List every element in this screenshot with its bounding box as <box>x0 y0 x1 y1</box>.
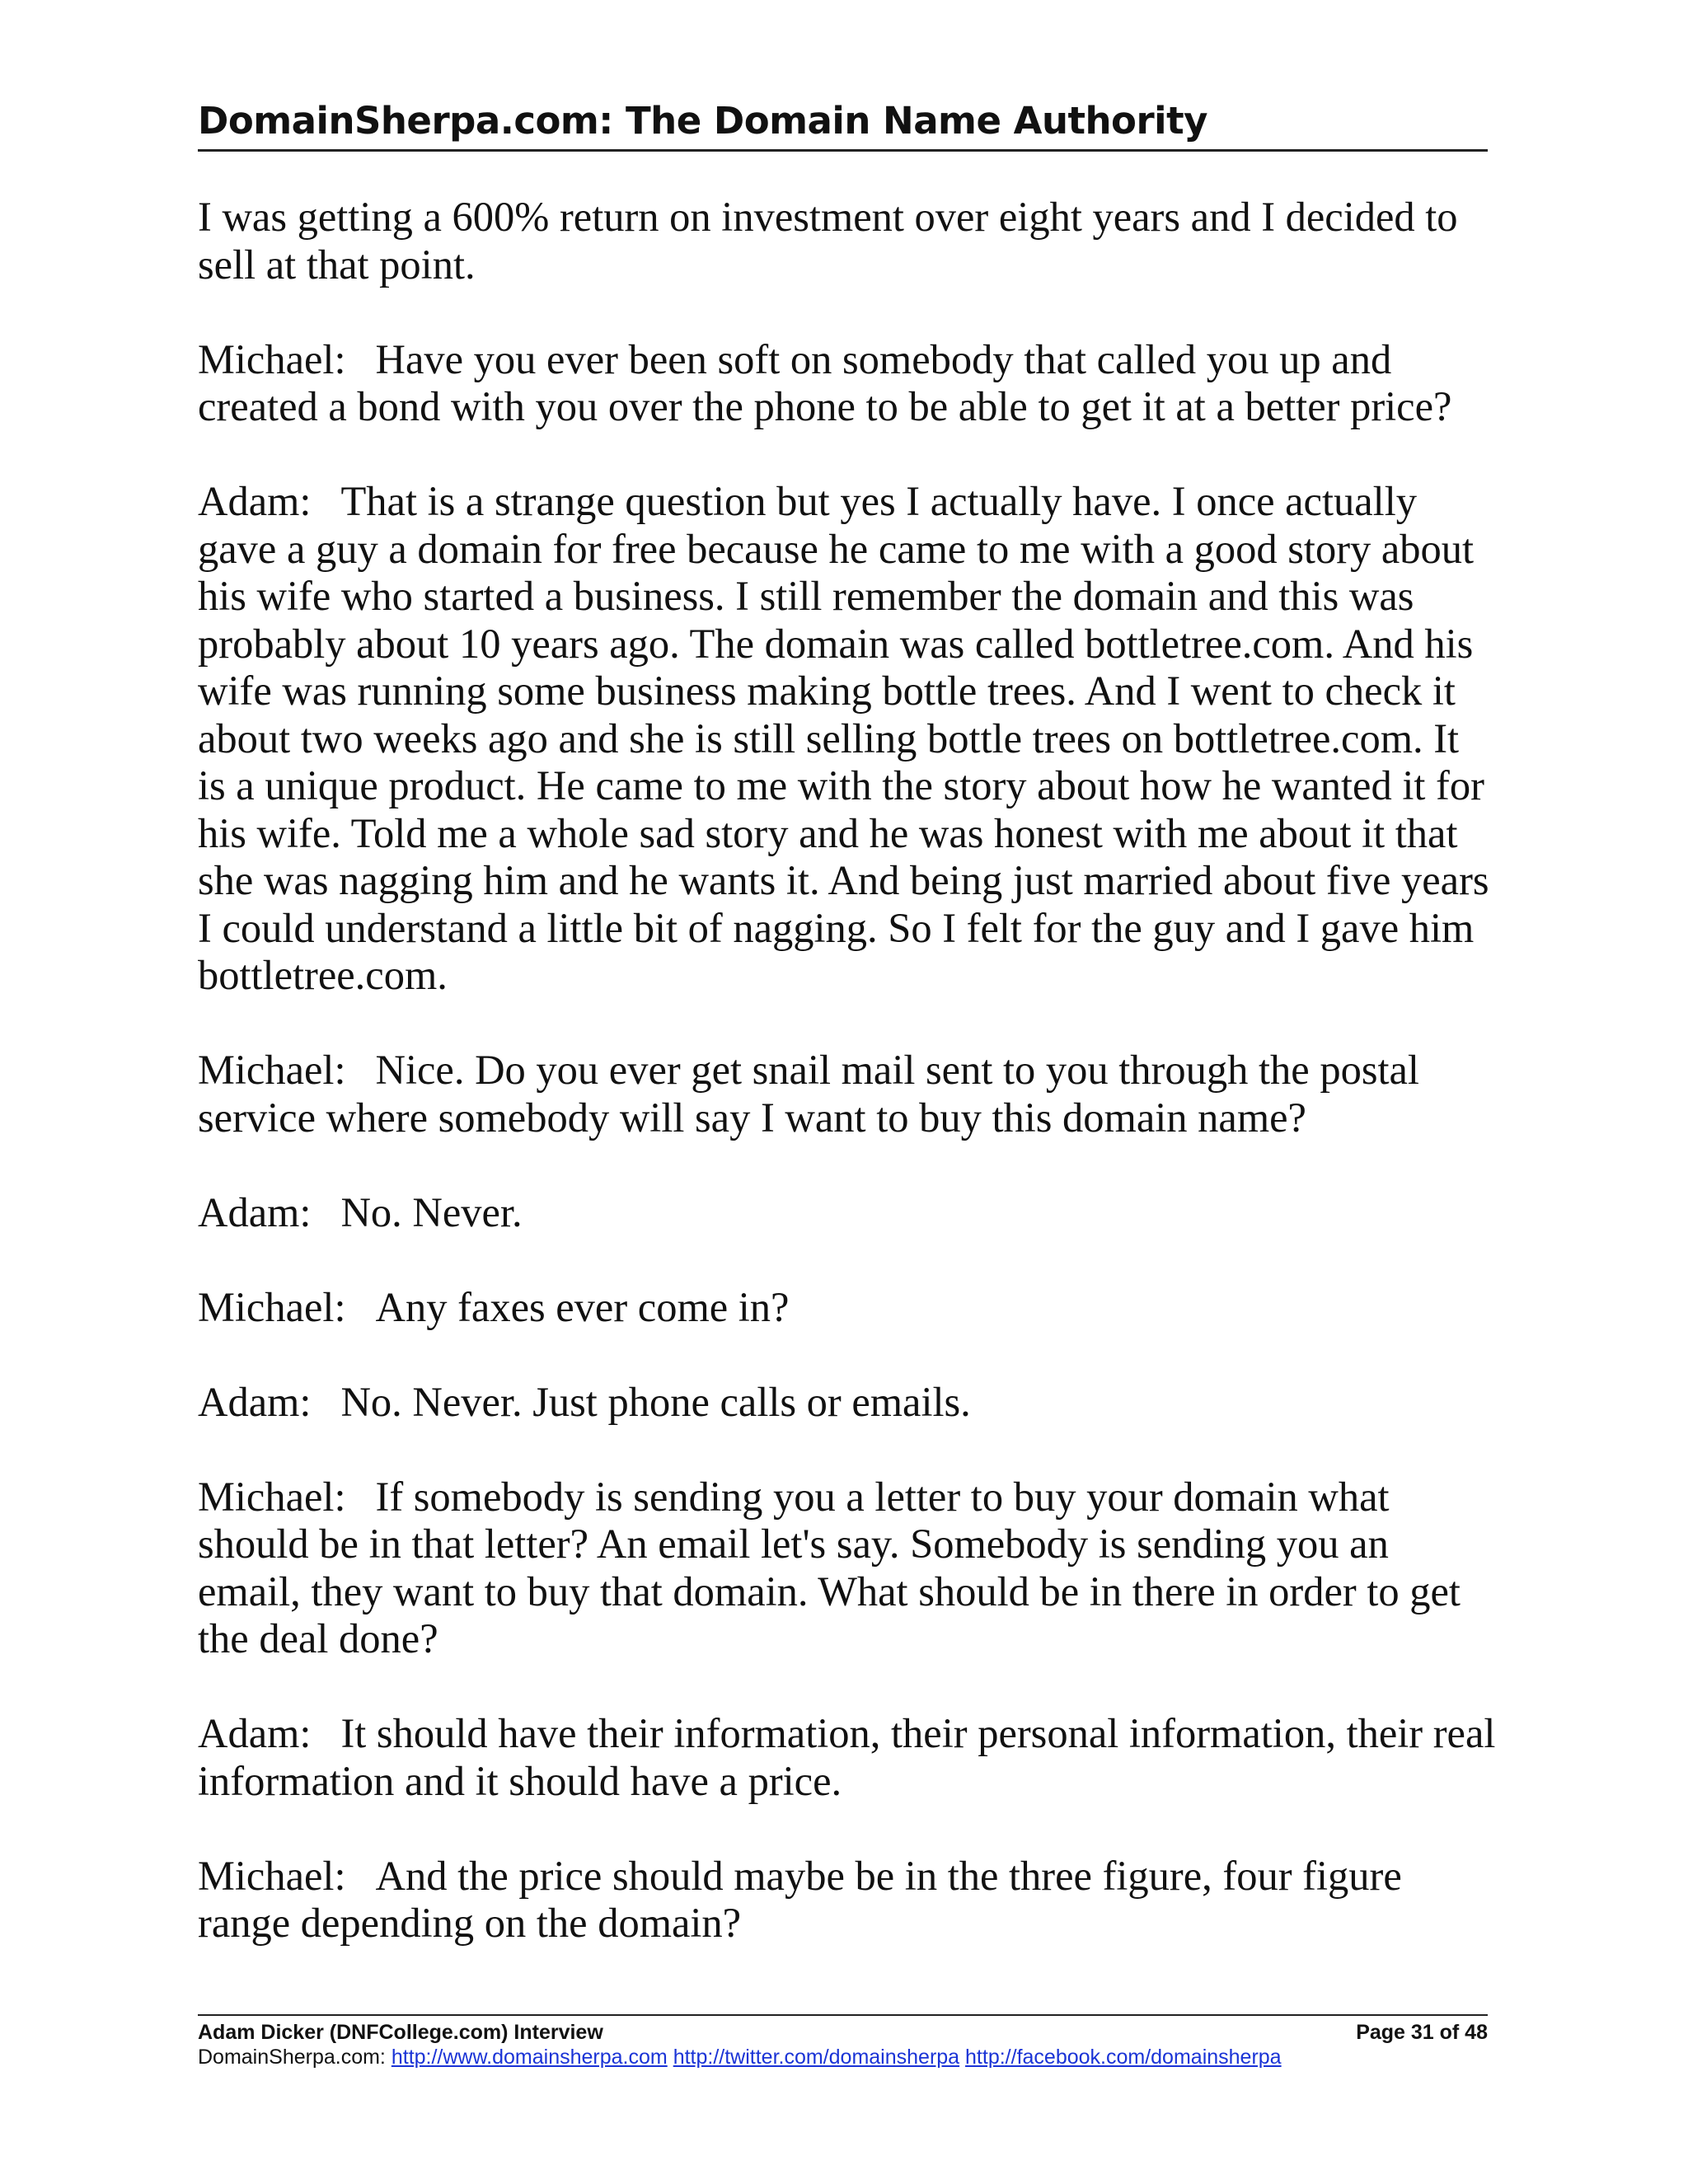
speaker-label: Adam: <box>198 1710 312 1756</box>
speaker-label: Adam: <box>198 1378 312 1425</box>
page-header <box>198 99 1488 152</box>
footer-site-label: DomainSherpa.com: <box>198 2046 386 2069</box>
facebook-link[interactable]: http://facebook.com/domainsherpa <box>965 2046 1282 2069</box>
footer-links-row <box>198 2045 1488 2069</box>
speaker-label: Michael: <box>198 1473 346 1520</box>
footer-top-row <box>198 2021 1488 2045</box>
speaker-label: Michael: <box>198 1047 346 1093</box>
page-footer <box>198 2014 1488 2069</box>
footer-interview-title: Adam Dicker (DNFCollege.com) Interview <box>198 2021 603 2044</box>
paragraph-text: No. Never. <box>340 1188 523 1235</box>
header-title: DomainSherpa.com: The Domain Name Authority <box>198 99 1207 143</box>
speaker-label: Michael: <box>198 1283 346 1330</box>
twitter-link[interactable]: http://twitter.com/domainsherpa <box>673 2046 960 2069</box>
paragraph-text: It should have their information, their personal information, their real information and it should have a price. <box>198 1710 1496 1804</box>
speaker-label: Michael: <box>198 335 346 382</box>
paragraph-text: Nice. Do you ever get snail mail sent to you through the postal service where somebody will say I want to buy this domain name? <box>198 1047 1419 1141</box>
page-number: Page 31 of 48 <box>1356 2021 1488 2044</box>
transcript-paragraph <box>198 336 1496 431</box>
transcript-paragraph <box>198 194 1496 288</box>
paragraph-text: That is a strange question but yes I actually have. I once actually gave a guy a domain for free because he came to me with a good story about his wife who started a business. I still remember the domain and this was probably about 10 years ago. The domain was called bottletree.com. And his wife was running some business making bottle trees. And I went to check it about two weeks ago and she is still selling bottle trees on bottletree.com. It is a unique product. He came to me with the story about how he wanted it for his wife. Told me a whole sad story and he was honest with me about it that she was nagging him and he wants it. And being just married about five years I could understand a little bit of nagging. So I felt for the guy and I gave him bottletree.com. <box>198 478 1489 998</box>
speaker-label: Adam: <box>198 478 312 524</box>
transcript-paragraph <box>198 1853 1496 1947</box>
paragraph-text: If somebody is sending you a letter to buy your domain what should be in that letter? An email let's say. Somebody is sending you an email, they want to buy that domain. What should be in there in order to get the deal done? <box>198 1473 1461 1661</box>
transcript-paragraph <box>198 478 1496 1000</box>
transcript-paragraph <box>198 1189 1496 1237</box>
speaker-label: Michael: <box>198 1852 346 1899</box>
paragraph-text: Have you ever been soft on somebody that called you up and created a bond with you over the phone to be able to get it at a better price? <box>198 335 1452 429</box>
transcript-paragraph <box>198 1474 1496 1663</box>
paragraph-text: And the price should maybe be in the three figure, four figure range depending on the domain? <box>198 1852 1402 1946</box>
transcript-paragraph <box>198 1284 1496 1332</box>
website-link[interactable]: http://www.domainsherpa.com <box>391 2046 668 2069</box>
paragraph-text: I was getting a 600% return on investment over eight years and I decided to sell at that point. <box>198 194 1458 288</box>
paragraph-text: No. Never. Just phone calls or emails. <box>340 1378 971 1425</box>
speaker-label: Adam: <box>198 1188 312 1235</box>
transcript-paragraph <box>198 1379 1496 1427</box>
transcript-body <box>198 194 1496 1994</box>
paragraph-text: Any faxes ever come in? <box>375 1283 790 1330</box>
transcript-paragraph <box>198 1047 1496 1141</box>
transcript-paragraph <box>198 1710 1496 1805</box>
